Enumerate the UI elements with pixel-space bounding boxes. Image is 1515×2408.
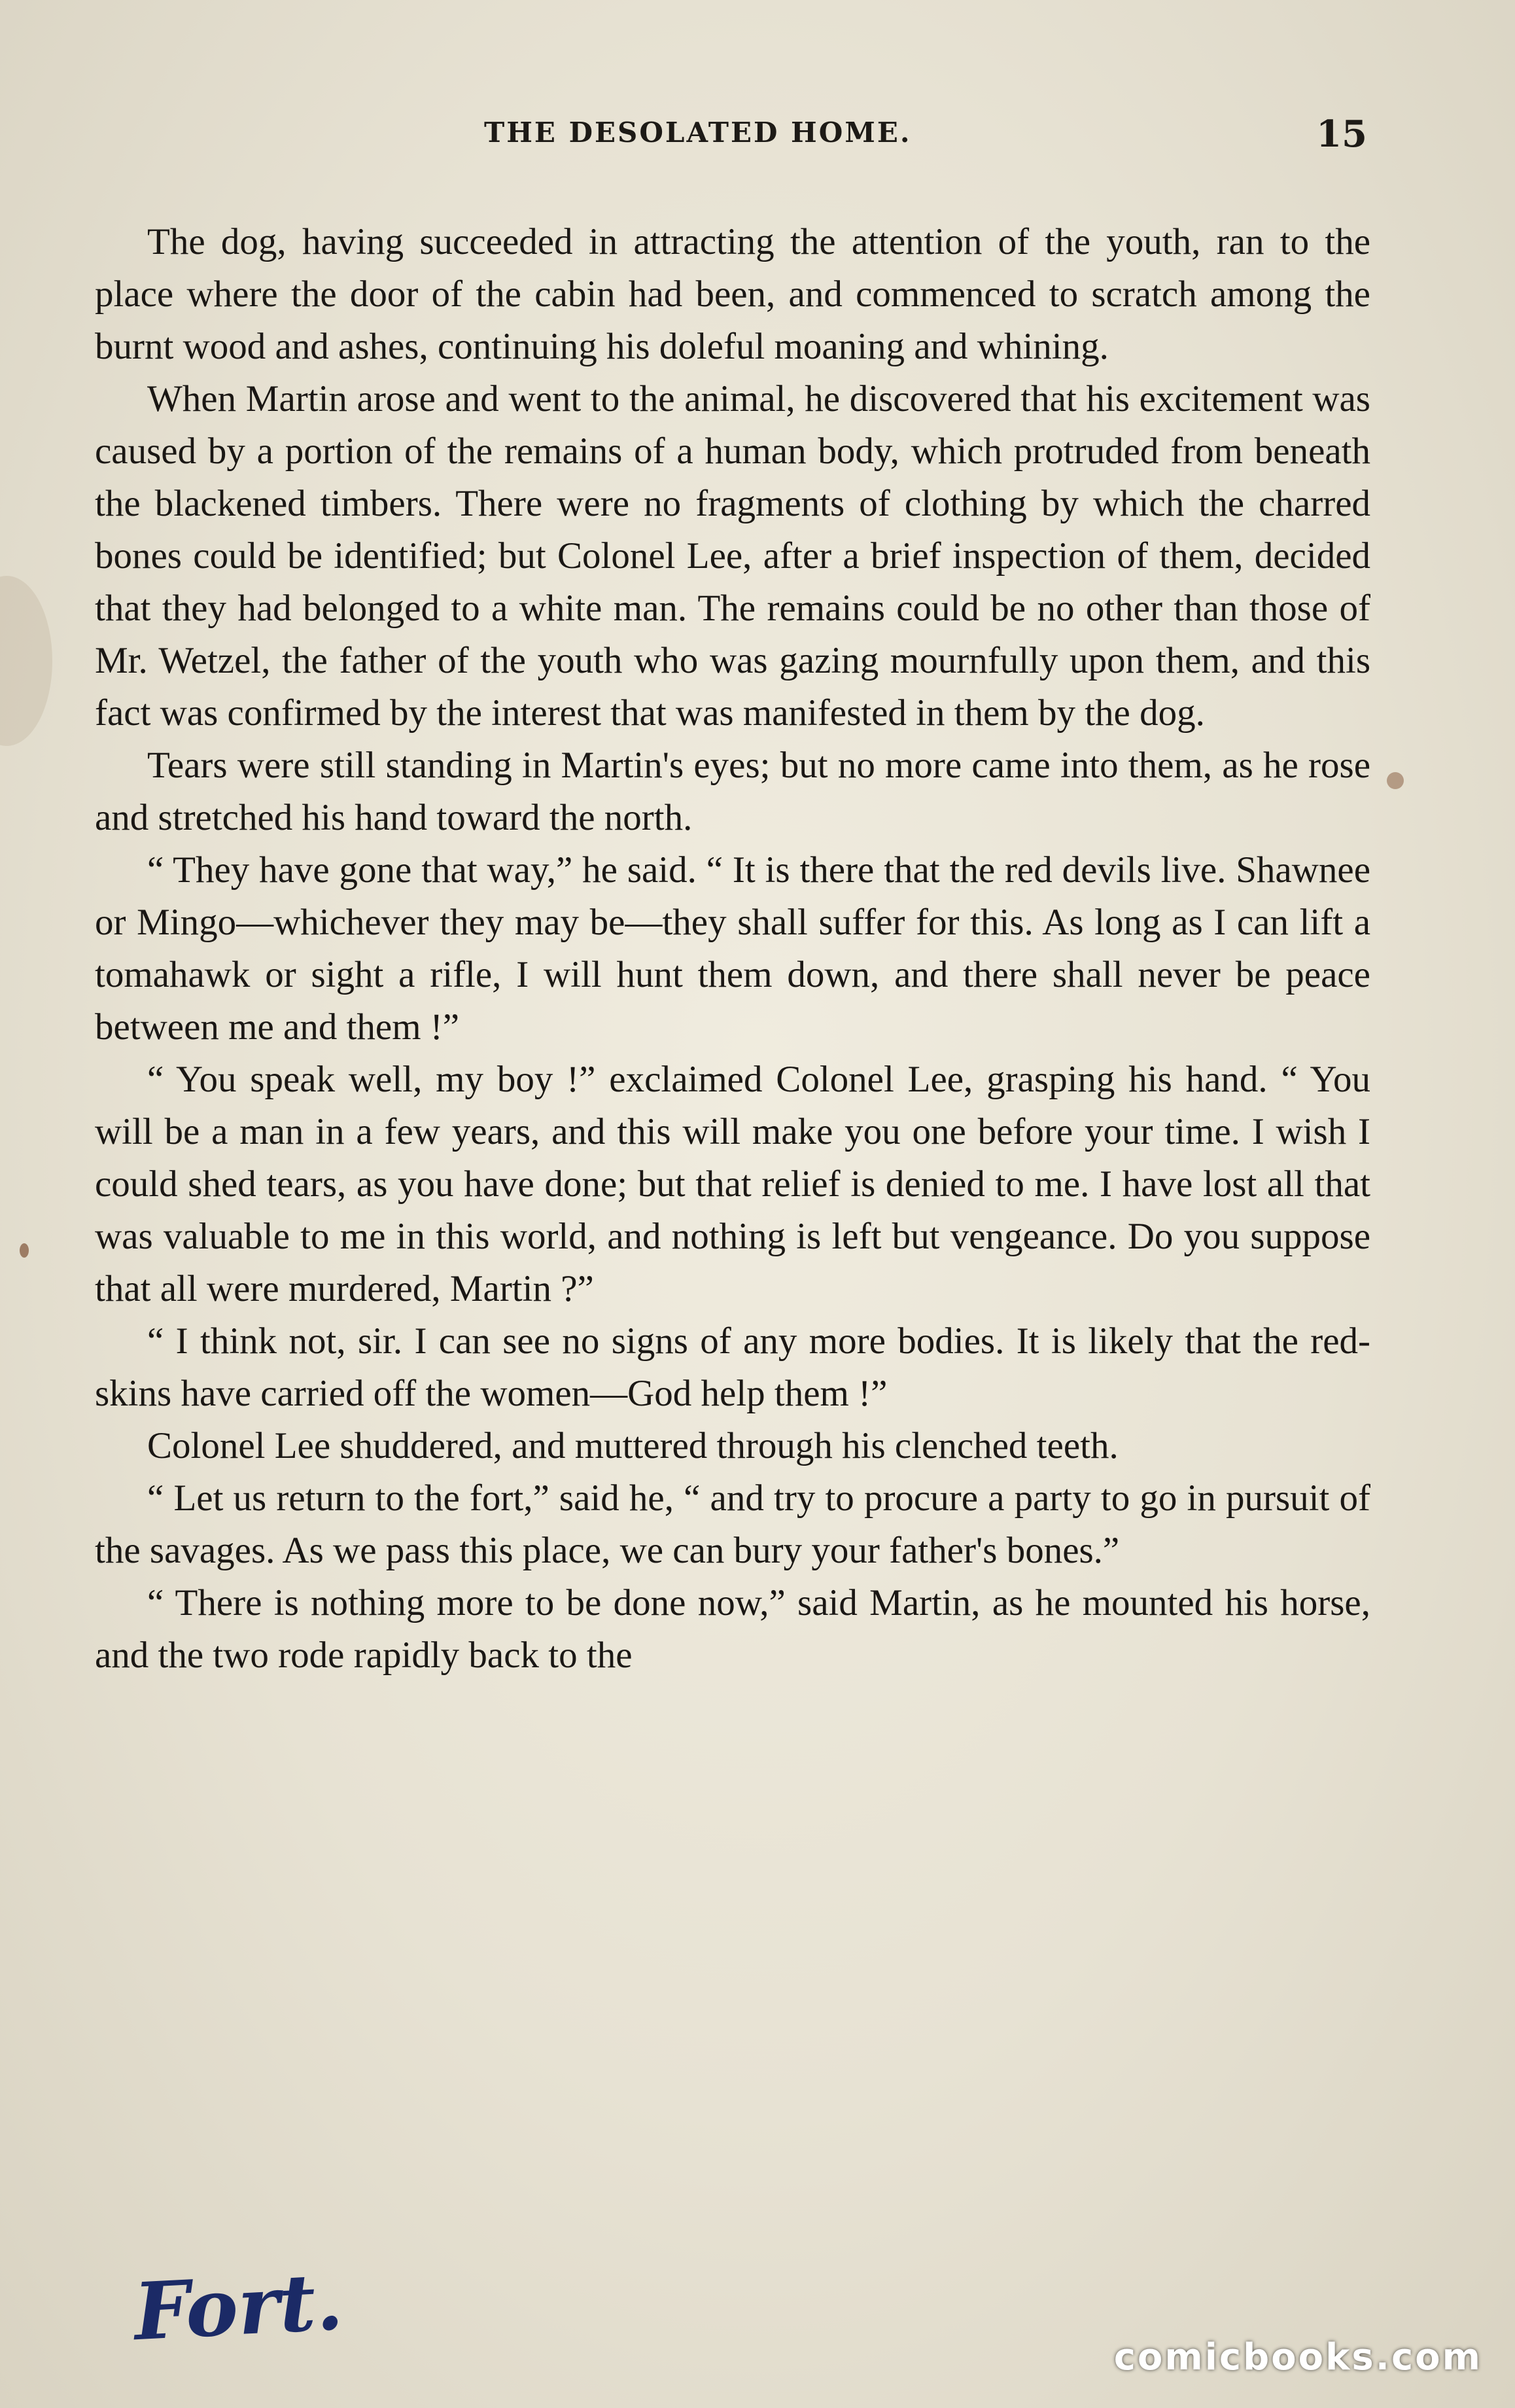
body-text [95, 216, 1370, 1682]
paper-stain [1387, 772, 1404, 789]
page-header [98, 113, 1367, 165]
watermark: comicbooks.com [1113, 2336, 1482, 2379]
paragraph: Colonel Lee shuddered, and muttered through his clenched teeth. [147, 1425, 1119, 1466]
paragraph: “ I think not, sir. I can see no signs of any more bodies. It is likely that the red-skins have carried off the women—God help them !” [95, 1320, 1370, 1414]
paragraph: When Martin arose and went to the animal, he discovered that his excitement was caused by a portion of the remains of a human body, which protruded from beneath the blackened timbers. There were no fragments of clothing by which the charred bones could be identified; but Colonel Lee, after a brief inspection of them, decided that they had belonged to a white man. The remains could be no other than those of Mr. Wetzel, the father of the youth who was gazing mournfully upon them, and this fact was confirmed by the interest that was manifested in them by the dog. [95, 378, 1370, 734]
paper-stain [0, 576, 52, 746]
handwritten-annotation: Fort. [131, 2255, 345, 2359]
paragraph: Tears were still standing in Martin's eyes; but no more came into them, as he rose and stretched his hand toward the north. [95, 745, 1370, 838]
paragraph: “ They have gone that way,” he said. “ It is there that the red devils live. Shawnee or Mingo—whichever they may be—they shall suffer for this. As long as I can lift a tomahawk or sight a rifle, I will hunt them down, and there shall never be peace between me and them !” [95, 849, 1370, 1048]
running-head: THE DESOLATED HOME. [484, 116, 912, 149]
page-number: 15 [1316, 113, 1367, 156]
paragraph: “ Let us return to the fort,” said he, “ and try to procure a party to go in pursuit of the savages. As we pass this place, we can bury your father's bones.” [95, 1478, 1370, 1571]
paragraph: The dog, having succeeded in attracting the attention of the youth, ran to the place where the door of the cabin had been, and commenced to scratch among the burnt wood and ashes, continuing his doleful moaning and whining. [95, 221, 1370, 367]
paragraph: “ There is nothing more to be done now,” said Martin, as he mounted his horse, and the two rode rapidly back to the [95, 1582, 1370, 1676]
paper-stain [20, 1243, 29, 1258]
paragraph: “ You speak well, my boy !” exclaimed Colonel Lee, grasping his hand. “ You will be a man in a few years, and this will make you one before your time. I wish I could shed tears, as you have done; but that relief is denied to me. I have lost all that was valuable to me in this world, and nothing is left but vengeance. Do you suppose that all were murdered, Martin ?” [95, 1059, 1370, 1309]
